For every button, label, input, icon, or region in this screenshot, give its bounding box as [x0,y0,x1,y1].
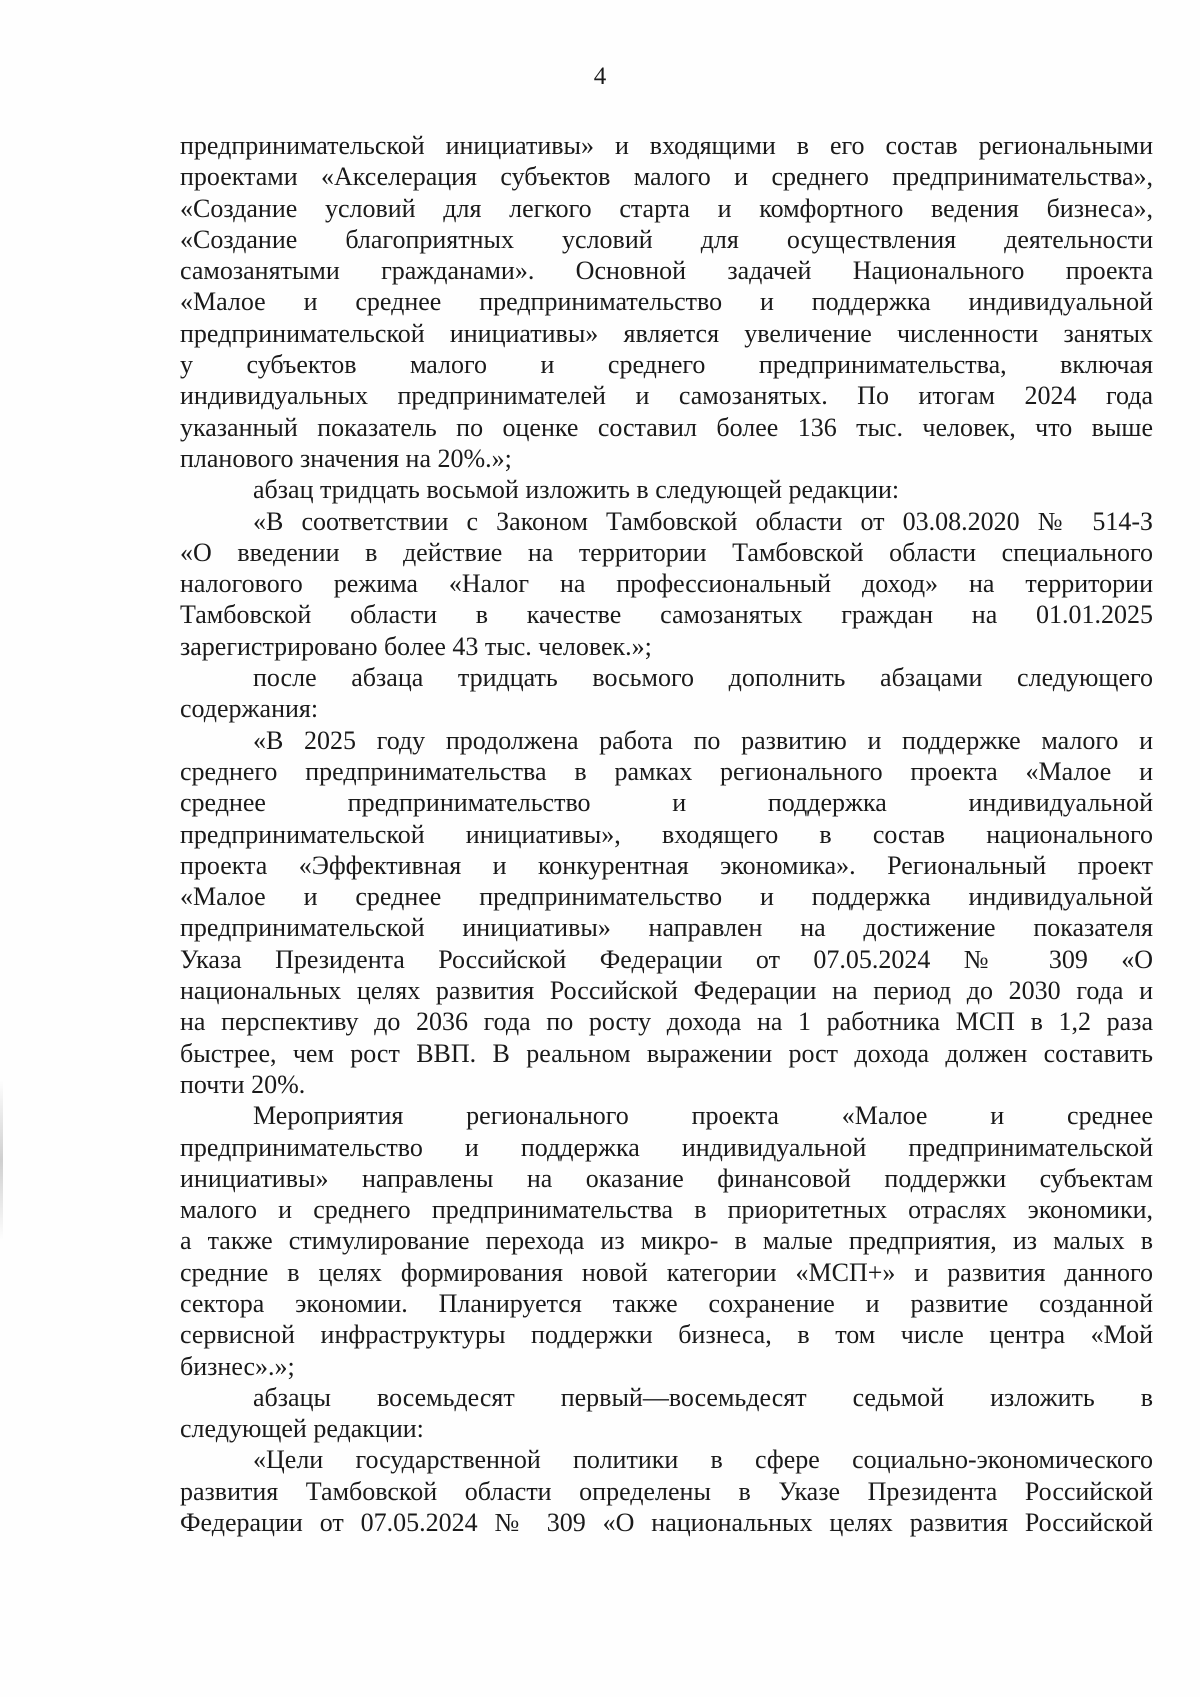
text-line: зарегистрировано более 43 тыс. человек.»; [180,631,652,661]
text-line: среднего предпринимательства в рамках регионального проекта «Малое и [180,756,1153,786]
text-line: следующей редакции: [180,1414,424,1444]
text-line: предпринимательской инициативы» и входящими в его состав региональными [180,131,1153,160]
text-line: предпринимательской инициативы» направлен на достижение показателя [180,913,1153,943]
text-line: абзац тридцать восьмой изложить в следующей редакции: [253,475,900,505]
text-line: бизнес».»; [180,1351,295,1381]
text-line: налогового режима «Налог на профессиональный доход» на территории [180,569,1153,599]
text-line: планового значения на 20%.»; [180,443,512,473]
text-line: средние в целях формирования новой категории «МСП+» и развития данного [180,1257,1153,1287]
text-line: предпринимательской инициативы» является увеличение численности занятых [180,318,1153,348]
text-line: указанный показатель по оценке составил более 136 тыс. человек, что выше [180,412,1153,442]
text-line: быстрее, чем рост ВВП. В реальном выражении рост дохода должен составить [180,1038,1153,1068]
text-line: на перспективу до 2036 года по росту дохода на 1 работника МСП в 1,2 раза [180,1007,1153,1037]
text-line: после абзаца тридцать восьмого дополнить абзацами следующего [253,663,1153,693]
text-line: сектора экономии. Планируется также сохранение и развитие созданной [180,1288,1153,1318]
text-line: развития Тамбовской области определены в Указе Президента Российской [180,1476,1153,1506]
text-line: у субъектов малого и среднего предпринимательства, включая [180,350,1153,380]
text-line: Федерации от 07.05.2024 № 309 «О национальных целях развития Российской [180,1508,1153,1538]
text-line: малого и среднего предпринимательства в приоритетных отраслях экономики, [180,1195,1153,1225]
text-line: Указа Президента Российской Федерации от 07.05.2024 № 309 «О [180,944,1153,974]
scan-edge-artifact [0,1080,3,1240]
text-line: «Малое и среднее предпринимательство и поддержка индивидуальной [180,287,1153,317]
text-line: «В 2025 году продолжена работа по развитию и поддержке малого и [253,725,1153,755]
text-line: «Малое и среднее предпринимательство и поддержка индивидуальной [180,882,1153,912]
text-line: самозанятыми гражданами». Основной задачей Национального проекта [180,256,1153,286]
text-line: Тамбовской области в качестве самозанятых граждан на 01.01.2025 [180,600,1153,630]
text-line: индивидуальных предпринимателей и самозанятых. По итогам 2024 года [180,381,1153,411]
text-line: абзацы восемьдесят первый—восемьдесят седьмой изложить в [253,1382,1153,1412]
text-line: предпринимательство и поддержка индивидуальной предпринимательской [180,1132,1153,1162]
text-line: предпринимательской инициативы», входящего в состав национального [180,819,1153,849]
text-line: «В соответствии с Законом Тамбовской области от 03.08.2020 № 514-З [253,506,1153,536]
text-line: Мероприятия регионального проекта «Малое и среднее [253,1101,1153,1131]
page-number: 4 [593,63,607,90]
text-line: инициативы» направлены на оказание финансовой поддержки субъектам [180,1163,1153,1193]
text-line: проекта «Эффективная и конкурентная экономика». Региональный проект [180,850,1153,880]
text-line: сервисной инфраструктуры поддержки бизнеса, в том числе центра «Мой [180,1320,1153,1350]
text-line: «О введении в действие на территории Тамбовской области специального [180,537,1153,567]
text-line: почти 20%. [180,1069,306,1099]
text-line: проектами «Акселерация субъектов малого и среднего предпринимательства», [180,162,1153,192]
text-line: «Создание благоприятных условий для осуществления деятельности [180,224,1153,254]
text-line: среднее предпринимательство и поддержка индивидуальной [180,788,1153,818]
document-body [180,130,1153,1538]
text-line: национальных целях развития Российской Федерации на период до 2030 года и [180,976,1153,1006]
text-line: содержания: [180,694,319,724]
text-line: а также стимулирование перехода из микро- в малые предприятия, из малых в [180,1226,1153,1256]
text-line: «Цели государственной политики в сфере социально-экономического [253,1445,1153,1475]
text-line: «Создание условий для легкого старта и комфортного ведения бизнеса», [180,193,1153,223]
